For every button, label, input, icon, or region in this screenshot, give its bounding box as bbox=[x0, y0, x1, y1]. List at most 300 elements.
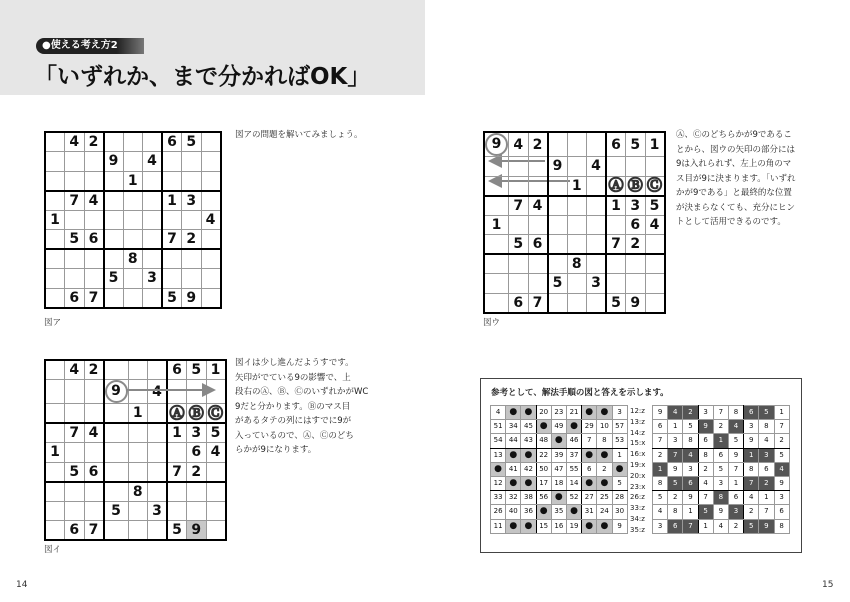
answer-cell: 4 bbox=[774, 462, 789, 476]
key-entry: 20:x bbox=[630, 471, 646, 480]
answer-cell: 6 bbox=[759, 462, 774, 476]
sudoku-figure-i bbox=[44, 359, 227, 541]
grid-cell: 5 bbox=[606, 293, 626, 313]
grid-cell bbox=[548, 293, 568, 313]
grid-cell: 1 bbox=[645, 132, 665, 157]
answer-cell: 6 bbox=[713, 448, 728, 462]
grid-cell bbox=[84, 380, 104, 404]
grid-row bbox=[484, 254, 665, 274]
grid-row bbox=[45, 443, 226, 463]
grid-cell: 3 bbox=[626, 196, 646, 216]
grid-row bbox=[45, 230, 221, 250]
grid-cell bbox=[167, 404, 187, 424]
sudoku-figure-u bbox=[483, 131, 666, 314]
answer-cell: 1 bbox=[728, 476, 743, 490]
grid-row bbox=[45, 380, 226, 404]
answer-cell: 1 bbox=[713, 434, 728, 448]
grid-cell: 7 bbox=[167, 462, 187, 482]
answer-cell: 5 bbox=[668, 476, 683, 490]
grid-row bbox=[45, 288, 221, 308]
grid-cell bbox=[587, 254, 607, 274]
grid-row bbox=[45, 482, 226, 502]
mini-grid-cell: 9 bbox=[612, 519, 627, 533]
grid-cell bbox=[143, 191, 163, 211]
grid-cell bbox=[65, 501, 85, 521]
grid-cell: 4 bbox=[148, 380, 168, 404]
grid-cell bbox=[187, 404, 207, 424]
grid-cell: 2 bbox=[626, 235, 646, 255]
figure-i-description bbox=[235, 356, 375, 458]
figure-u-description bbox=[676, 128, 816, 230]
mini-grid-cell: 19 bbox=[566, 519, 581, 533]
answer-cell: 6 bbox=[774, 505, 789, 519]
grid-cell bbox=[528, 254, 548, 274]
grid-cell bbox=[587, 176, 607, 196]
answer-cell: 1 bbox=[683, 505, 698, 519]
grid-cell: 7 bbox=[65, 423, 85, 443]
grid-cell bbox=[148, 404, 168, 424]
grid-cell: 5 bbox=[104, 501, 129, 521]
answer-cell: 6 bbox=[668, 519, 683, 533]
answer-cell: 5 bbox=[653, 491, 668, 505]
grid-cell bbox=[587, 293, 607, 313]
grid-cell bbox=[45, 482, 65, 502]
grid-cell bbox=[143, 210, 163, 230]
mini-grid-row bbox=[491, 420, 628, 434]
answer-cell: 4 bbox=[759, 434, 774, 448]
grid-cell bbox=[548, 215, 568, 235]
mini-grid-cell: 49 bbox=[551, 420, 566, 434]
grid-cell: 1 bbox=[128, 404, 148, 424]
grid-cell bbox=[45, 288, 65, 308]
desc-line: Ⓐ、Ⓒのどちらかが9であるこ bbox=[676, 130, 792, 140]
grid-cell: 6 bbox=[187, 443, 207, 463]
grid-cell bbox=[567, 274, 587, 294]
grid-cell: 4 bbox=[65, 360, 85, 380]
grid-cell bbox=[104, 521, 129, 541]
figure-a-label: 図ア bbox=[44, 318, 62, 328]
grid-cell: 4 bbox=[587, 157, 607, 177]
key-entry: 34:z bbox=[630, 514, 645, 523]
grid-cell bbox=[162, 210, 182, 230]
grid-cell bbox=[143, 230, 163, 250]
key-entry: 26:z bbox=[630, 493, 645, 502]
mini-grid-cell: 44 bbox=[506, 434, 521, 448]
mini-grid-cell: ● bbox=[582, 476, 597, 490]
grid-cell bbox=[509, 254, 529, 274]
grid-cell: 3 bbox=[587, 274, 607, 294]
solution-steps-grid bbox=[490, 405, 628, 534]
mini-grid-cell: ● bbox=[582, 448, 597, 462]
key-entry: 15:x bbox=[630, 439, 646, 448]
key-entry: 13:z bbox=[630, 417, 645, 426]
grid-cell bbox=[148, 482, 168, 502]
grid-cell: 6 bbox=[162, 132, 182, 152]
grid-cell: 2 bbox=[187, 462, 207, 482]
mini-grid-cell: 54 bbox=[491, 434, 506, 448]
grid-cell bbox=[128, 501, 148, 521]
grid-cell bbox=[104, 404, 129, 424]
mini-grid-cell: 55 bbox=[566, 462, 581, 476]
grid-cell: 2 bbox=[182, 230, 202, 250]
grid-cell: 6 bbox=[84, 462, 104, 482]
figure-i-label: 図イ bbox=[44, 545, 62, 555]
grid-row bbox=[45, 171, 221, 191]
mini-grid-cell: 35 bbox=[551, 505, 566, 519]
key-entry: 12:z bbox=[630, 407, 645, 415]
answer-cell: 8 bbox=[774, 519, 789, 533]
mini-grid-cell: ● bbox=[551, 434, 566, 448]
grid-cell: 6 bbox=[606, 132, 626, 157]
grid-cell: 5 bbox=[548, 274, 568, 294]
answer-row bbox=[653, 505, 790, 519]
grid-cell bbox=[201, 230, 221, 250]
mini-grid-cell: 41 bbox=[506, 462, 521, 476]
grid-cell bbox=[182, 152, 202, 172]
grid-cell bbox=[182, 249, 202, 269]
mini-grid-cell: 34 bbox=[506, 420, 521, 434]
grid-cell: 9 bbox=[187, 521, 207, 541]
solution-key-list bbox=[630, 406, 645, 536]
mini-grid-cell: ● bbox=[506, 519, 521, 533]
answer-cell: 9 bbox=[759, 519, 774, 533]
answer-cell: 5 bbox=[713, 462, 728, 476]
desc-line: 9は入れられず、左上の角のマ bbox=[676, 159, 792, 169]
mini-grid-cell: 47 bbox=[551, 462, 566, 476]
mini-grid-row bbox=[491, 519, 628, 533]
mini-grid-cell: 52 bbox=[566, 491, 581, 505]
grid-cell bbox=[206, 482, 226, 502]
grid-cell bbox=[528, 215, 548, 235]
grid-row bbox=[45, 423, 226, 443]
grid-cell: 5 bbox=[206, 423, 226, 443]
answer-cell: 3 bbox=[653, 519, 668, 533]
mini-grid-cell: 2 bbox=[597, 462, 612, 476]
grid-cell: 5 bbox=[65, 230, 85, 250]
grid-cell bbox=[167, 482, 187, 502]
section-tab: ●使える考え方2 bbox=[36, 38, 144, 54]
mini-grid-cell: 1 bbox=[612, 448, 627, 462]
answer-cell: 2 bbox=[713, 420, 728, 434]
grid-cell bbox=[162, 152, 182, 172]
key-entry: 16:x bbox=[630, 450, 646, 459]
grid-cell: 4 bbox=[201, 210, 221, 230]
mini-grid-cell: ● bbox=[521, 519, 536, 533]
desc-part: Ⓐ、Ⓑ、ⒸのいずれかがWC bbox=[260, 387, 369, 397]
grid-cell bbox=[84, 210, 104, 230]
grid-cell bbox=[128, 380, 148, 404]
grid-row bbox=[45, 249, 221, 269]
answer-cell: 7 bbox=[683, 519, 698, 533]
mini-grid-cell: 43 bbox=[521, 434, 536, 448]
answer-cell: 5 bbox=[774, 448, 789, 462]
grid-cell bbox=[104, 249, 124, 269]
mini-grid-cell: 11 bbox=[491, 519, 506, 533]
mini-grid-cell: ● bbox=[551, 491, 566, 505]
grid-cell: 4 bbox=[84, 191, 104, 211]
grid-cell bbox=[45, 501, 65, 521]
desc-line: が決まらなくても、充分にヒン bbox=[676, 202, 796, 213]
answer-cell: 4 bbox=[668, 406, 683, 420]
page-number-right: 15 bbox=[822, 580, 834, 590]
grid-cell bbox=[606, 274, 626, 294]
grid-cell bbox=[45, 171, 65, 191]
grid-cell bbox=[167, 501, 187, 521]
grid-cell: 2 bbox=[84, 132, 104, 152]
answer-cell: 7 bbox=[668, 448, 683, 462]
desc-line: 図アの問題を解いてみましょう。 bbox=[235, 130, 363, 140]
mini-grid-cell: 27 bbox=[582, 491, 597, 505]
grid-cell: 1 bbox=[484, 215, 509, 235]
mini-grid-row bbox=[491, 462, 628, 476]
answer-cell: 3 bbox=[728, 505, 743, 519]
grid-cell bbox=[548, 235, 568, 255]
candidate-marker: Ⓐ bbox=[169, 403, 185, 422]
grid-cell: 8 bbox=[123, 249, 143, 269]
mini-grid-cell: 25 bbox=[597, 491, 612, 505]
answer-cell: 7 bbox=[744, 476, 759, 490]
grid-cell bbox=[84, 171, 104, 191]
answer-cell: 2 bbox=[668, 491, 683, 505]
mini-grid-cell: ● bbox=[597, 448, 612, 462]
mini-grid-cell: 30 bbox=[612, 505, 627, 519]
grid-cell bbox=[528, 157, 548, 177]
grid-row bbox=[45, 152, 221, 172]
grid-cell: 4 bbox=[65, 132, 85, 152]
key-entry: 14:z bbox=[630, 428, 645, 437]
grid-cell bbox=[128, 462, 148, 482]
answer-cell: 5 bbox=[759, 406, 774, 420]
mini-grid-cell: 12 bbox=[491, 476, 506, 490]
grid-cell: 9 bbox=[626, 293, 646, 313]
answer-cell: 2 bbox=[683, 406, 698, 420]
grid-cell bbox=[65, 210, 85, 230]
grid-row bbox=[45, 210, 221, 230]
grid-cell bbox=[645, 254, 665, 274]
grid-cell bbox=[201, 288, 221, 308]
mini-grid-cell: ● bbox=[612, 462, 627, 476]
grid-cell bbox=[626, 254, 646, 274]
grid-cell bbox=[509, 176, 529, 196]
grid-cell bbox=[123, 132, 143, 152]
grid-row bbox=[484, 235, 665, 255]
answer-cell: 5 bbox=[728, 434, 743, 448]
grid-cell: 6 bbox=[626, 215, 646, 235]
grid-cell bbox=[484, 157, 509, 177]
grid-cell: 5 bbox=[509, 235, 529, 255]
grid-cell: 1 bbox=[167, 423, 187, 443]
mini-grid-cell: 6 bbox=[582, 462, 597, 476]
answer-cell: 2 bbox=[653, 448, 668, 462]
answer-cell: 6 bbox=[744, 406, 759, 420]
grid-cell bbox=[548, 254, 568, 274]
grid-cell bbox=[65, 152, 85, 172]
grid-row bbox=[45, 360, 226, 380]
answer-cell: 8 bbox=[713, 491, 728, 505]
answer-cell: 8 bbox=[744, 462, 759, 476]
desc-line: 入っているので、Ⓐ、Ⓒのどち bbox=[235, 430, 354, 441]
mini-grid-cell: ● bbox=[582, 406, 597, 420]
mini-grid-cell: 46 bbox=[566, 434, 581, 448]
grid-cell bbox=[123, 152, 143, 172]
answer-cell: 8 bbox=[728, 406, 743, 420]
grid-cell bbox=[187, 501, 207, 521]
answer-cell: 1 bbox=[698, 519, 713, 533]
grid-cell bbox=[45, 152, 65, 172]
grid-cell bbox=[567, 132, 587, 157]
mini-grid-cell: ● bbox=[491, 462, 506, 476]
mini-grid-row bbox=[491, 476, 628, 490]
key-entry: 35:z bbox=[630, 525, 645, 534]
desc-line: 矢印がでている9の影響で、上 bbox=[235, 372, 351, 383]
grid-cell: 1 bbox=[162, 191, 182, 211]
grid-cell bbox=[484, 254, 509, 274]
grid-cell bbox=[45, 360, 65, 380]
grid-cell: 5 bbox=[162, 288, 182, 308]
grid-cell: 7 bbox=[606, 235, 626, 255]
grid-cell bbox=[84, 249, 104, 269]
mini-grid-cell: 13 bbox=[491, 448, 506, 462]
grid-cell bbox=[206, 501, 226, 521]
grid-cell bbox=[484, 176, 509, 196]
grid-cell bbox=[528, 176, 548, 196]
grid-row bbox=[484, 274, 665, 294]
grid-cell bbox=[509, 157, 529, 177]
grid-cell bbox=[182, 210, 202, 230]
circled-digit: 9 bbox=[105, 380, 128, 403]
grid-cell: 8 bbox=[128, 482, 148, 502]
grid-cell: 7 bbox=[162, 230, 182, 250]
grid-cell bbox=[45, 521, 65, 541]
grid-cell: 5 bbox=[167, 521, 187, 541]
mini-grid-cell: 24 bbox=[597, 505, 612, 519]
answer-cell: 9 bbox=[728, 448, 743, 462]
grid-cell: 3 bbox=[182, 191, 202, 211]
grid-cell: 5 bbox=[104, 269, 124, 289]
desc-line: 図イは少し進んだようすです。 bbox=[235, 358, 354, 368]
grid-row bbox=[45, 521, 226, 541]
answer-row bbox=[653, 420, 790, 434]
answer-cell: 6 bbox=[728, 491, 743, 505]
answer-cell: 8 bbox=[683, 434, 698, 448]
grid-cell bbox=[606, 254, 626, 274]
mini-grid-cell: ● bbox=[506, 448, 521, 462]
grid-cell bbox=[45, 132, 65, 152]
grid-cell bbox=[84, 482, 104, 502]
mini-grid-cell: 45 bbox=[521, 420, 536, 434]
grid-cell bbox=[148, 462, 168, 482]
answer-cell: 9 bbox=[683, 491, 698, 505]
mini-grid-cell: 20 bbox=[536, 406, 551, 420]
grid-cell bbox=[84, 501, 104, 521]
figure-u-label: 図ウ bbox=[483, 318, 501, 328]
grid-cell bbox=[104, 360, 129, 380]
mini-grid-cell: 56 bbox=[536, 491, 551, 505]
answer-cell: 3 bbox=[668, 434, 683, 448]
answer-cell: 7 bbox=[698, 491, 713, 505]
grid-cell bbox=[509, 215, 529, 235]
grid-cell bbox=[45, 269, 65, 289]
grid-cell: 4 bbox=[645, 215, 665, 235]
grid-cell: 6 bbox=[528, 235, 548, 255]
grid-cell bbox=[148, 423, 168, 443]
mini-grid-cell: 3 bbox=[612, 406, 627, 420]
grid-cell: 5 bbox=[182, 132, 202, 152]
grid-cell bbox=[167, 443, 187, 463]
grid-cell bbox=[128, 443, 148, 463]
grid-cell: 1 bbox=[45, 443, 65, 463]
grid-row bbox=[45, 404, 226, 424]
desc-line bbox=[235, 385, 375, 400]
grid-cell bbox=[84, 269, 104, 289]
grid-cell bbox=[104, 171, 124, 191]
mini-grid-cell: 23 bbox=[551, 406, 566, 420]
answer-cell: 3 bbox=[759, 448, 774, 462]
answer-row bbox=[653, 519, 790, 533]
answer-row bbox=[653, 491, 790, 505]
mini-grid-cell: 29 bbox=[582, 420, 597, 434]
grid-cell bbox=[45, 230, 65, 250]
grid-row bbox=[484, 293, 665, 313]
grid-cell: 4 bbox=[143, 152, 163, 172]
grid-cell bbox=[104, 132, 124, 152]
grid-cell: 4 bbox=[509, 132, 529, 157]
grid-cell bbox=[45, 191, 65, 211]
grid-cell bbox=[162, 171, 182, 191]
answer-cell: 9 bbox=[774, 476, 789, 490]
grid-cell bbox=[509, 274, 529, 294]
answer-cell: 8 bbox=[668, 505, 683, 519]
grid-row bbox=[484, 215, 665, 235]
grid-cell: 1 bbox=[45, 210, 65, 230]
mini-grid-cell: ● bbox=[597, 406, 612, 420]
answer-cell: 4 bbox=[728, 420, 743, 434]
desc-line: とから、図ウの矢印の部分には bbox=[676, 144, 796, 155]
mini-grid-cell: ● bbox=[506, 476, 521, 490]
grid-cell bbox=[587, 215, 607, 235]
mini-grid-cell: ● bbox=[566, 420, 581, 434]
grid-cell bbox=[206, 462, 226, 482]
mini-grid-cell: ● bbox=[521, 448, 536, 462]
answer-cell: 4 bbox=[683, 448, 698, 462]
grid-cell: 6 bbox=[84, 230, 104, 250]
answer-cell: 4 bbox=[653, 505, 668, 519]
mini-grid-cell: 26 bbox=[491, 505, 506, 519]
grid-cell bbox=[201, 249, 221, 269]
grid-cell bbox=[104, 380, 129, 404]
mini-grid-cell: ● bbox=[566, 505, 581, 519]
grid-cell bbox=[148, 521, 168, 541]
grid-cell bbox=[201, 191, 221, 211]
mini-grid-cell: 39 bbox=[551, 448, 566, 462]
grid-cell bbox=[484, 274, 509, 294]
grid-cell bbox=[143, 288, 163, 308]
grid-cell bbox=[84, 152, 104, 172]
answer-cell: 5 bbox=[683, 420, 698, 434]
grid-cell: 3 bbox=[187, 423, 207, 443]
grid-cell bbox=[484, 235, 509, 255]
answer-cell: 9 bbox=[713, 505, 728, 519]
mini-grid-cell: 32 bbox=[506, 491, 521, 505]
grid-cell: 9 bbox=[104, 152, 124, 172]
mini-grid-cell: ● bbox=[597, 519, 612, 533]
grid-cell: 1 bbox=[567, 176, 587, 196]
grid-cell bbox=[148, 360, 168, 380]
mini-grid-cell: ● bbox=[582, 519, 597, 533]
grid-cell bbox=[528, 274, 548, 294]
mini-grid-cell: 50 bbox=[536, 462, 551, 476]
grid-cell bbox=[187, 380, 207, 404]
